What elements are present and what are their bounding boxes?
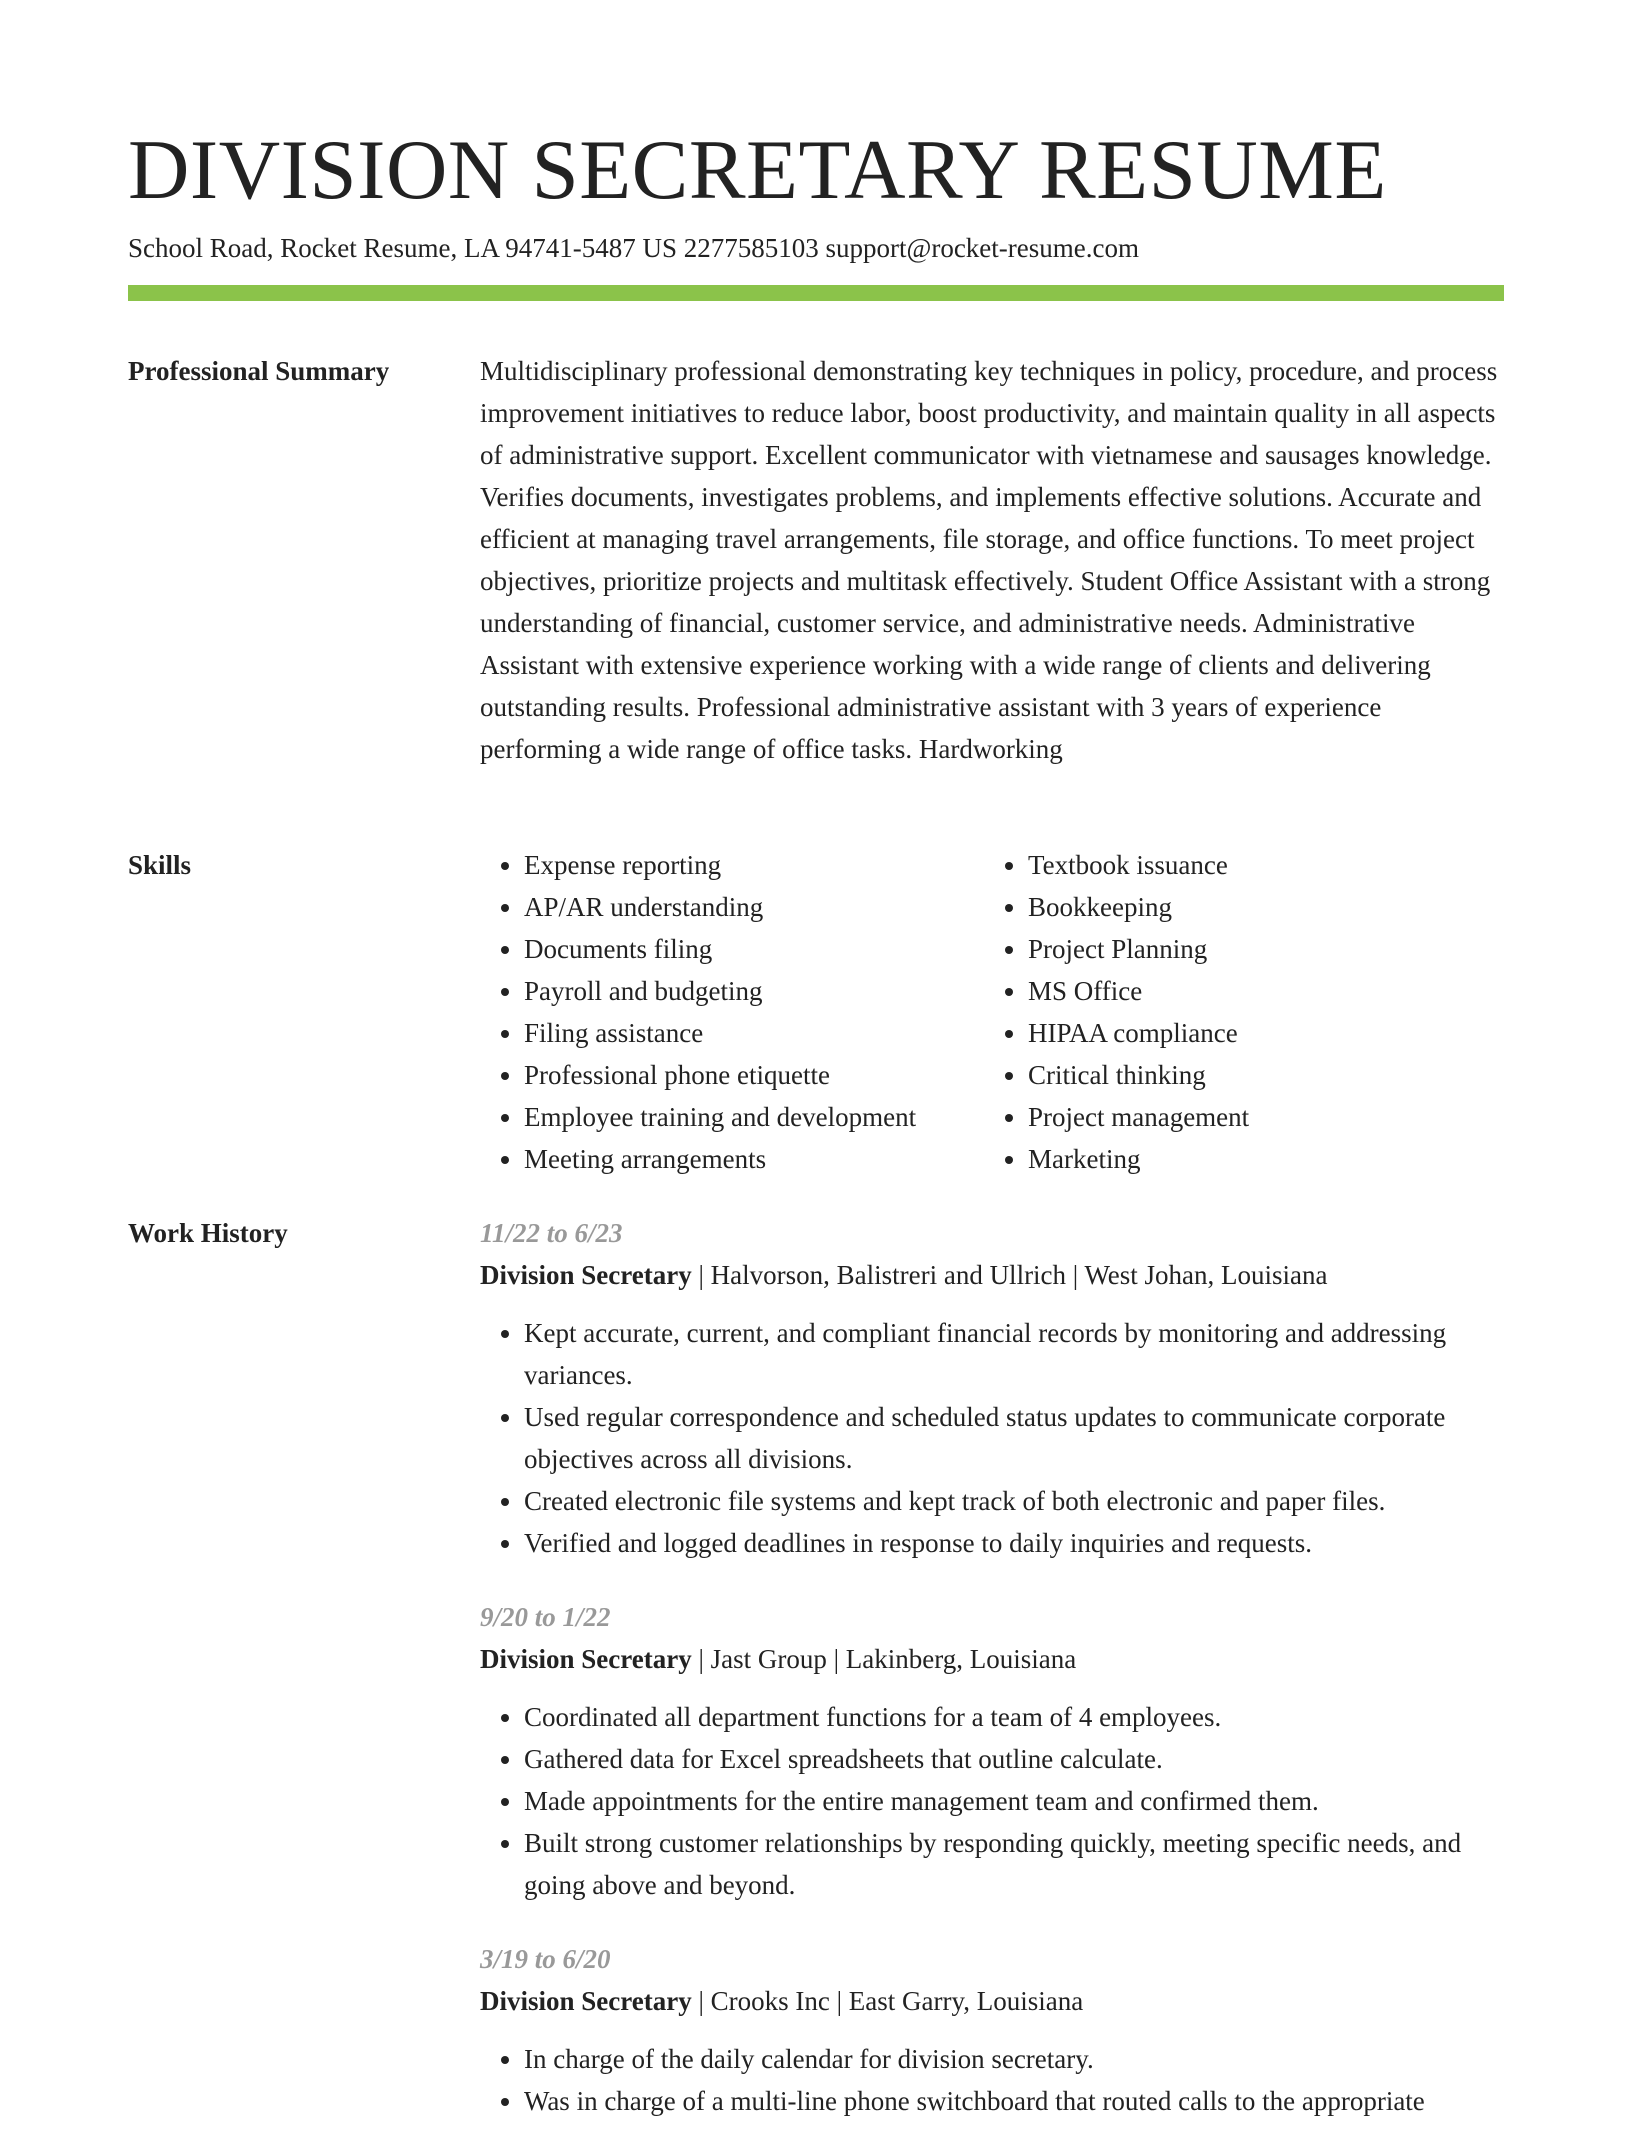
skills-columns — [480, 844, 1504, 1180]
job-entry — [480, 1212, 1504, 1564]
skill-item: • AP/AR understanding — [524, 886, 984, 928]
skill-item: • Employee training and development — [524, 1096, 984, 1138]
skill-item: • Filing assistance — [524, 1012, 984, 1054]
job-dates: 3/19 to 6/20 — [480, 1944, 611, 1974]
job-bullet: • Was in charge of a multi-line phone switchboard that routed calls to the appropriate — [524, 2080, 1504, 2122]
job-details: | Jast Group | Lakinberg, Louisiana — [691, 1644, 1077, 1674]
job-bullet: • Created electronic file systems and kept track of both electronic and paper files. — [524, 1480, 1504, 1522]
skill-item: • Meeting arrangements — [524, 1138, 984, 1180]
skill-item: • Professional phone etiquette — [524, 1054, 984, 1096]
work-label: Work History — [128, 1218, 288, 1248]
skill-item: • MS Office — [1028, 970, 1488, 1012]
job-bullet: • Coordinated all department functions for a team of 4 employees. — [524, 1696, 1504, 1738]
job-bullets — [480, 1312, 1504, 1564]
job-title: Division Secretary — [480, 1644, 692, 1674]
job-bullets — [480, 2038, 1504, 2122]
job-dates: 9/20 to 1/22 — [480, 1602, 611, 1632]
job-bullet: • Kept accurate, current, and compliant financial records by monitoring and addressing variances. — [524, 1312, 1504, 1396]
job-entry — [480, 1938, 1504, 2122]
job-bullet: • Used regular correspondence and scheduled status updates to communicate corporate objectives across all divisions. — [524, 1396, 1504, 1480]
job-heading — [480, 1254, 1504, 1296]
summary-body — [480, 350, 1504, 770]
job-entry — [480, 1596, 1504, 1906]
skill-item: • Payroll and budgeting — [524, 970, 984, 1012]
job-details: | Halvorson, Balistreri and Ullrich | West Johan, Louisiana — [691, 1260, 1328, 1290]
skill-item: • Textbook issuance — [1028, 844, 1488, 886]
skills-label: Skills — [128, 850, 192, 880]
work-body — [480, 1212, 1504, 2154]
job-details: | Crooks Inc | East Garry, Louisiana — [691, 1986, 1084, 2016]
skill-item: • Project management — [1028, 1096, 1488, 1138]
job-heading — [480, 1980, 1504, 2022]
job-dates: 11/22 to 6/23 — [480, 1218, 623, 1248]
job-bullets — [480, 1696, 1504, 1906]
skills-body — [480, 844, 1504, 1180]
summary-label: Professional Summary — [128, 356, 390, 386]
skill-item: • Critical thinking — [1028, 1054, 1488, 1096]
skills-list-right — [984, 844, 1488, 1180]
accent-divider — [128, 285, 1504, 301]
summary-text: Multidisciplinary professional demonstrating key techniques in policy, procedure, and process improvement initiatives to reduce labor, boost productivity, and maintain quality in all aspects of administrative support. Excellent communicator with vietnamese and sausages knowledge. Verifies documents, investigates problems, and implements effective solutions. Accurate and efficient at managing travel arrangements, file storage, and office functions. To meet project objectives, prioritize projects and multitask effectively. Student Office Assistant with a strong understanding of financial, customer service, and administrative needs. Administrative Assistant with extensive experience working with a wide range of clients and delivering outstanding results. Professional administrative assistant with 3 years of experience performing a wide range of office tasks. Hardworking — [480, 356, 1498, 764]
job-title: Division Secretary — [480, 1986, 692, 2016]
skill-item: • Documents filing — [524, 928, 984, 970]
job-bullet: • Verified and logged deadlines in response to daily inquiries and requests. — [524, 1522, 1504, 1564]
skills-list-left — [480, 844, 984, 1180]
skill-item: • Marketing — [1028, 1138, 1488, 1180]
job-heading — [480, 1638, 1504, 1680]
job-title: Division Secretary — [480, 1260, 692, 1290]
skill-item: • Expense reporting — [524, 844, 984, 886]
skill-item: • Project Planning — [1028, 928, 1488, 970]
job-bullet: • Made appointments for the entire management team and confirmed them. — [524, 1780, 1504, 1822]
job-bullet: • Gathered data for Excel spreadsheets that outline calculate. — [524, 1738, 1504, 1780]
job-bullet: • In charge of the daily calendar for division secretary. — [524, 2038, 1504, 2080]
job-bullet: • Built strong customer relationships by responding quickly, meeting specific needs, and going above and beyond. — [524, 1822, 1504, 1906]
skill-item: • HIPAA compliance — [1028, 1012, 1488, 1054]
contact-line: School Road, Rocket Resume, LA 94741-5487 US 2277585103 support@rocket-resume.com — [128, 233, 1139, 263]
resume-title: DIVISION SECRETARY RESUME — [128, 123, 1387, 217]
skill-item: • Bookkeeping — [1028, 886, 1488, 928]
